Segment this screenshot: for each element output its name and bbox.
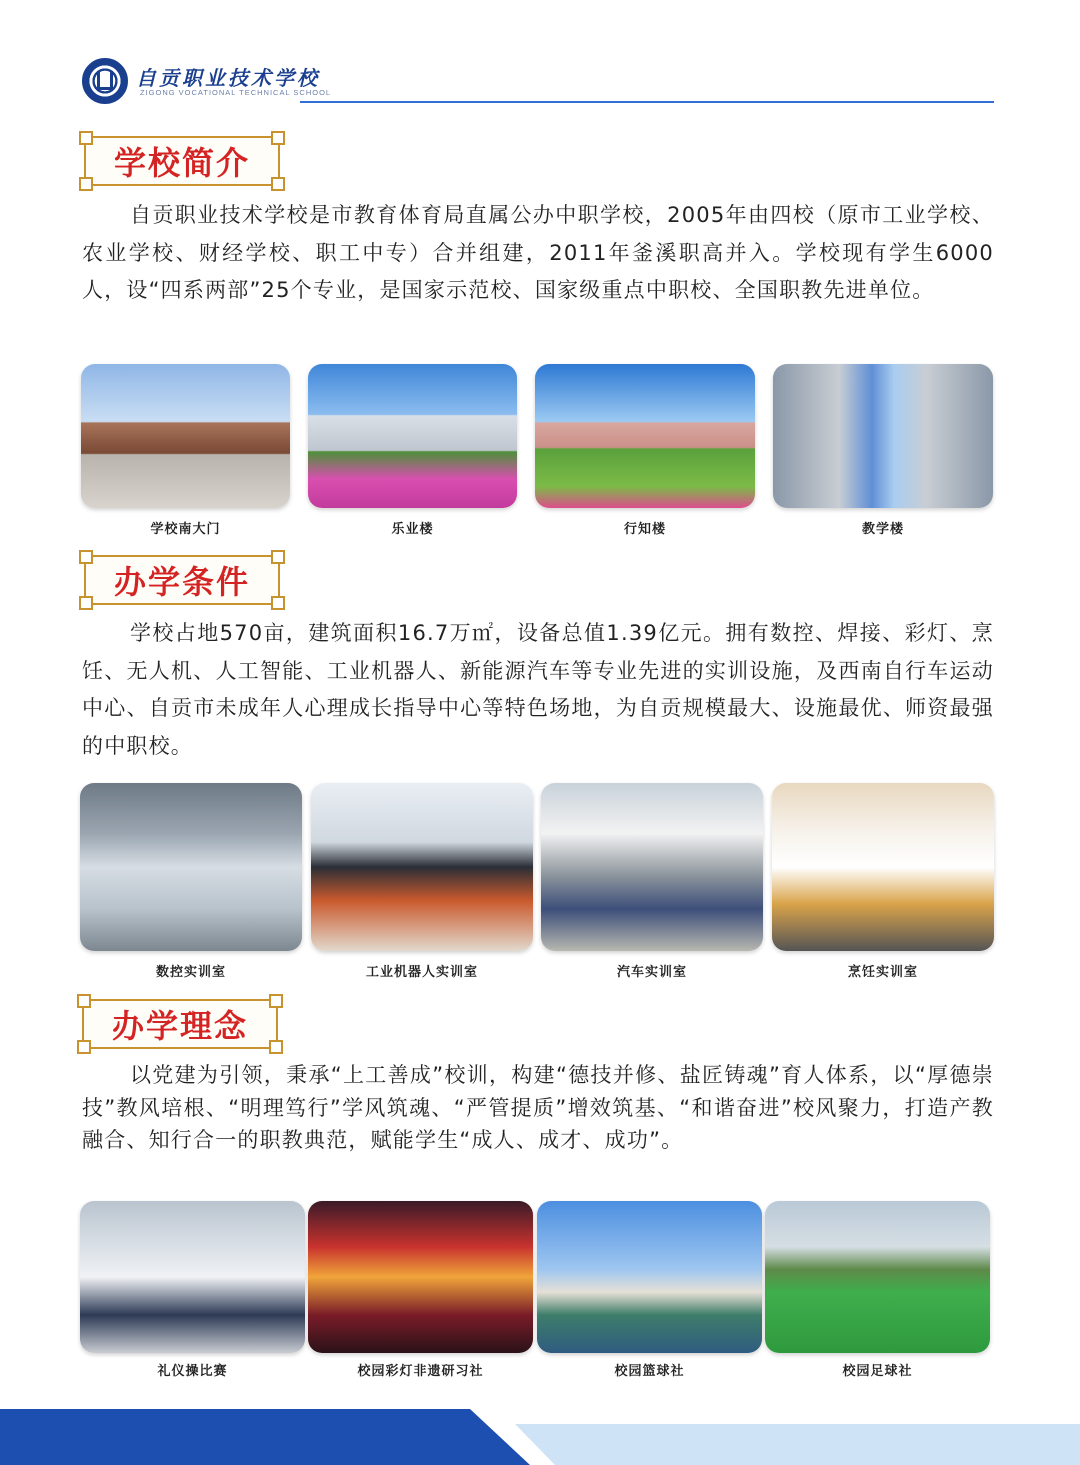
photo-caption: 教学楼	[861, 522, 904, 537]
photo-robot-lab	[311, 783, 533, 951]
photo-auto-lab	[541, 783, 763, 951]
photo-cnc-lab	[80, 783, 302, 951]
photo-caption: 礼仪操比赛	[157, 1364, 228, 1379]
section-title-text: 学校简介	[113, 144, 250, 182]
photo-football-club	[765, 1201, 990, 1353]
photo-south-gate	[81, 364, 290, 508]
section-title-text: 办学条件	[113, 563, 250, 601]
section-title-philosophy	[82, 999, 278, 1049]
photo-xingzhi-building	[535, 364, 755, 508]
footer-band-light	[515, 1424, 1080, 1465]
photo-caption: 烹饪实训室	[847, 965, 918, 980]
photo-teaching-building	[773, 364, 993, 508]
photo-caption: 学校南大门	[150, 522, 221, 537]
school-name-en: ZIGONG VOCATIONAL TECHNICAL SCHOOL	[140, 88, 332, 97]
section-title-intro	[84, 136, 280, 186]
photo-caption: 数控实训室	[155, 965, 226, 980]
intro-paragraph: 自贡职业技术学校是市教育体育局直属公办中职学校，2005年由四校（原市工业学校、农业学校、财经学校、职工中专）合并组建，2011年釜溪职高并入。学校现有学生6000人，设“四系两部”25个专业，是国家示范校、国家级重点中职校、全国职教先进单位。	[82, 203, 994, 302]
footer-band-dark	[0, 1409, 530, 1465]
photo-lantern-club	[308, 1201, 533, 1353]
photo-caption: 工业机器人实训室	[365, 965, 478, 980]
photo-caption: 乐业楼	[391, 522, 434, 537]
photo-etiquette-contest	[80, 1201, 305, 1353]
section-title-conditions	[84, 555, 280, 605]
conditions-paragraph: 学校占地570亩，建筑面积16.7万㎡，设备总值1.39亿元。拥有数控、焊接、彩灯、烹饪、无人机、人工智能、工业机器人、新能源汽车等专业先进的实训设施，及西南自行车运动中心、自贡市未成年人心理成长指导中心等特色场地，为自贡规模最大、设施最优、师资最强的中职校。	[82, 621, 994, 758]
photo-caption: 校园彩灯非遗研习社	[357, 1364, 484, 1379]
photo-caption: 校园足球社	[842, 1364, 913, 1379]
photo-cooking-lab	[772, 783, 994, 951]
photo-caption: 行知楼	[623, 522, 666, 537]
header-divider	[300, 101, 994, 103]
photo-caption: 校园篮球社	[614, 1364, 685, 1379]
photo-caption: 汽车实训室	[616, 965, 687, 980]
school-name-cn: 自贡职业技术学校	[136, 66, 320, 90]
photo-leye-building	[308, 364, 517, 508]
photo-basketball-club	[537, 1201, 762, 1353]
philosophy-paragraph: 以党建为引领，秉承“上工善成”校训，构建“德技并修、盐匠铸魂”育人体系，以“厚德崇技”教风培根、“明理笃行”学风筑魂、“严管提质”增效筑基、“和谐奋进”校风聚力，打造产教融合、知行合一的职教典范，赋能学生“成人、成才、成功”。	[82, 1063, 994, 1152]
school-emblem-icon	[82, 58, 128, 104]
section-title-text: 办学理念	[111, 1007, 248, 1045]
